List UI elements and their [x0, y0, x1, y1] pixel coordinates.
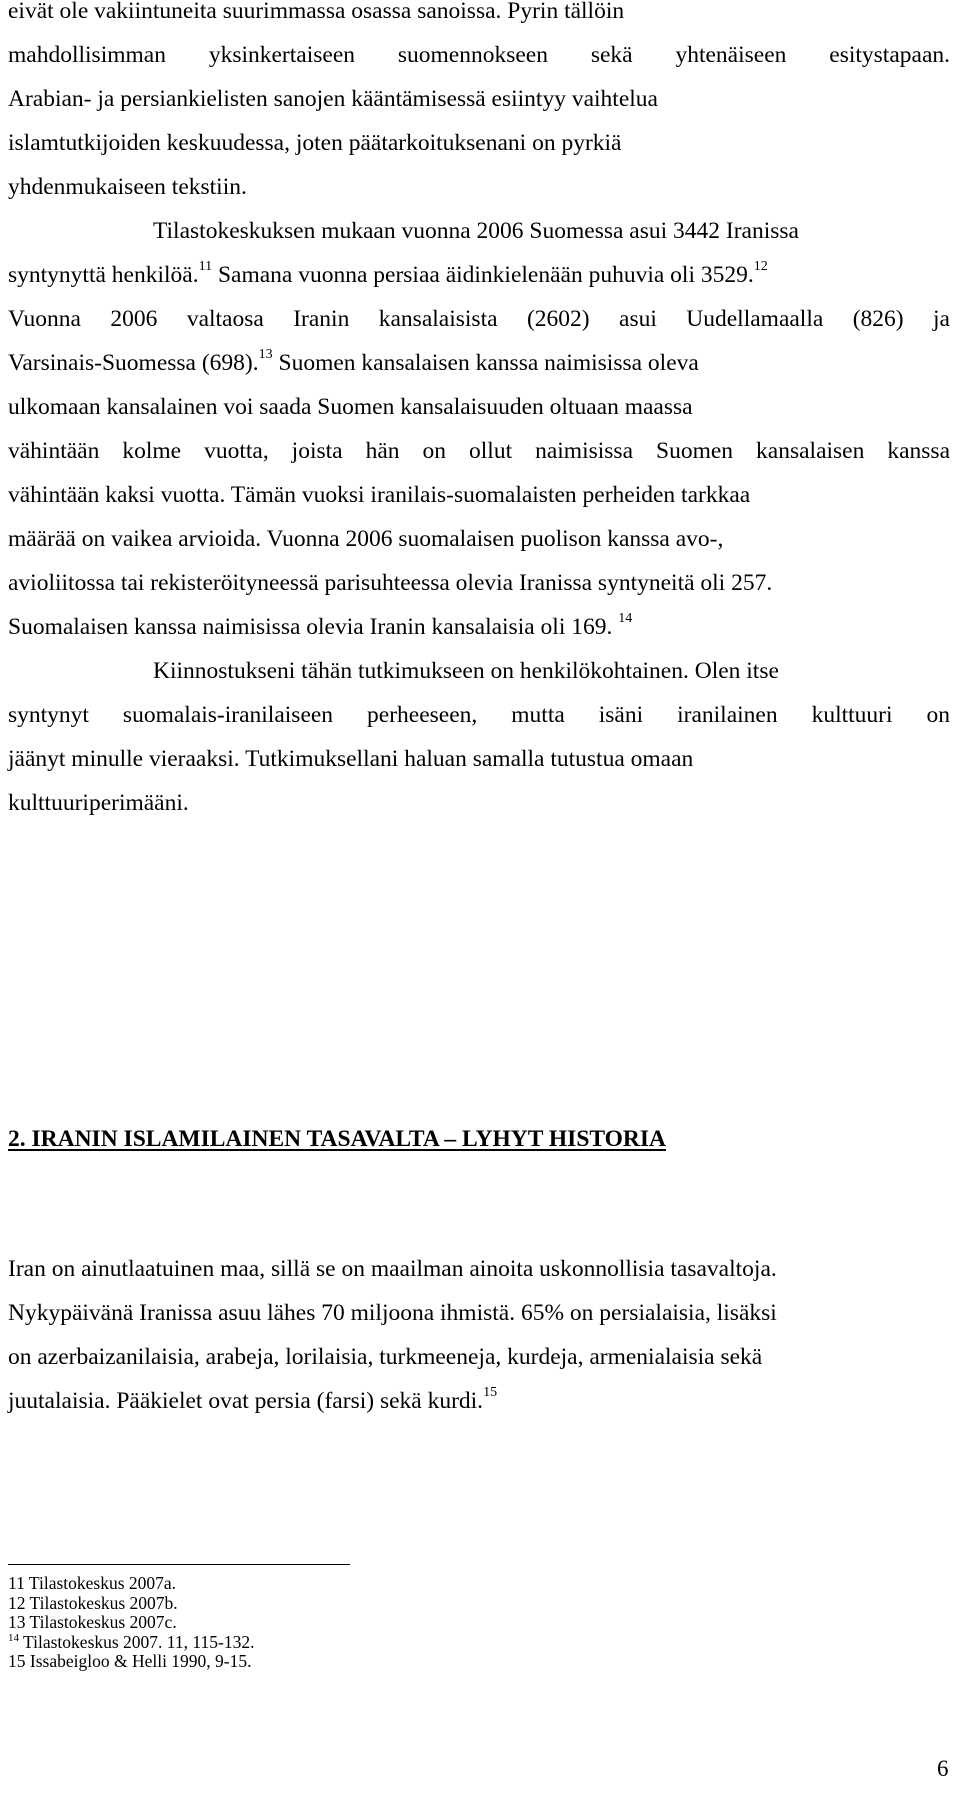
- footnote-separator: [8, 1564, 350, 1565]
- footnote-13: 13 Tilastokeskus 2007c.: [8, 1612, 177, 1632]
- text-line: Iran on ainutlaatuinen maa, sillä se on maailman ainoita uskonnollisia tasavaltoja.: [8, 1256, 777, 1282]
- text-line: vähintään kaksi vuotta. Tämän vuoksi iranilais-suomalaisten perheiden tarkkaa: [8, 482, 751, 508]
- text-line: [8, 259, 768, 288]
- text-line: on azerbaizanilaisia, arabeja, lorilaisia, turkmeeneja, kurdeja, armenialaisia sekä: [8, 1344, 763, 1370]
- text-segment: syntynyttä henkilöä.: [8, 262, 199, 288]
- section-heading: 2. IRANIN ISLAMILAINEN TASAVALTA – LYHYT HISTORIA: [8, 1126, 667, 1152]
- text-line: [8, 347, 699, 376]
- footnotes: [8, 1574, 254, 1672]
- page-number: 6: [937, 1756, 949, 1781]
- footnote-ref-13[interactable]: 13: [258, 347, 273, 362]
- text-line: Kiinnostukseni tähän tutkimukseen on henkilökohtainen. Olen itse: [153, 658, 779, 684]
- footnote-number: 14: [8, 1631, 19, 1644]
- text-line: määrää on vaikea arvioida. Vuonna 2006 suomalaisen puolison kanssa avo-,: [8, 526, 724, 552]
- text-line: Nykypäivänä Iranissa asuu lähes 70 miljoona ihmistä. 65% on persialaisia, lisäksi: [8, 1300, 777, 1326]
- text-line: Vuonna 2006 valtaosa Iranin kansalaisista (2602) asui Uudellamaalla (826) ja: [8, 306, 950, 332]
- footnote-12: 12 Tilastokeskus 2007b.: [8, 1592, 178, 1613]
- footnote-text: Tilastokeskus 2007. 11, 115-132.: [19, 1631, 255, 1652]
- text-segment: Suomen kansalaisen kanssa naimisissa oleva: [272, 350, 699, 376]
- text-line: vähintään kolme vuotta, joista hän on ollut naimisissa Suomen kansalaisen kanssa: [8, 438, 950, 464]
- footnote-15: 15 Issabeigloo & Helli 1990, 9-15.: [8, 1651, 252, 1671]
- footnote-11: 11 Tilastokeskus 2007a.: [8, 1573, 177, 1593]
- text-line: eivät ole vakiintuneita suurimmassa osassa sanoissa. Pyrin tällöin: [8, 0, 625, 24]
- text-line: ulkomaan kansalainen voi saada Suomen kansalaisuuden oltuaan maassa: [8, 394, 693, 420]
- text-line: [8, 611, 633, 640]
- text-line: Arabian- ja persiankielisten sanojen kääntämisessä esiintyy vaihtelua: [8, 86, 658, 112]
- text-segment: Varsinais-Suomessa (698).: [8, 350, 259, 376]
- text-line: Tilastokeskuksen mukaan vuonna 2006 Suomessa asui 3442 Iranissa: [153, 218, 799, 244]
- text-line: [8, 1385, 498, 1414]
- text-segment: juutalaisia. Pääkielet ovat persia (farsi) sekä kurdi.: [8, 1388, 484, 1414]
- text-line: jäänyt minulle vieraaksi. Tutkimuksellani haluan samalla tutustua omaan: [8, 746, 694, 772]
- footnote-14: [8, 1633, 254, 1653]
- footnote-ref-14[interactable]: 14: [618, 611, 633, 626]
- footnote-ref-15[interactable]: 15: [483, 1385, 498, 1400]
- text-line: syntynyt suomalais-iranilaiseen perheeseen, mutta isäni iranilainen kulttuuri on: [8, 702, 950, 728]
- footnote-ref-12[interactable]: 12: [753, 259, 768, 274]
- text-line: yhdenmukaiseen tekstiin.: [8, 174, 247, 200]
- text-segment: Suomalaisen kanssa naimisissa olevia Iranin kansalaisia oli 169.: [8, 614, 613, 640]
- text-line: islamtutkijoiden keskuudessa, joten päätarkoituksenani on pyrkiä: [8, 130, 622, 156]
- text-line: avioliitossa tai rekisteröityneessä parisuhteessa olevia Iranissa syntyneitä oli 257.: [8, 570, 773, 596]
- text-line: kulttuuriperimääni.: [8, 790, 189, 816]
- text-segment: Samana vuonna persiaa äidinkielenään puhuvia oli 3529.: [212, 262, 754, 288]
- footnote-ref-11[interactable]: 11: [198, 259, 213, 274]
- text-line: mahdollisimman yksinkertaiseen suomennokseen sekä yhtenäiseen esitystapaan.: [8, 42, 950, 68]
